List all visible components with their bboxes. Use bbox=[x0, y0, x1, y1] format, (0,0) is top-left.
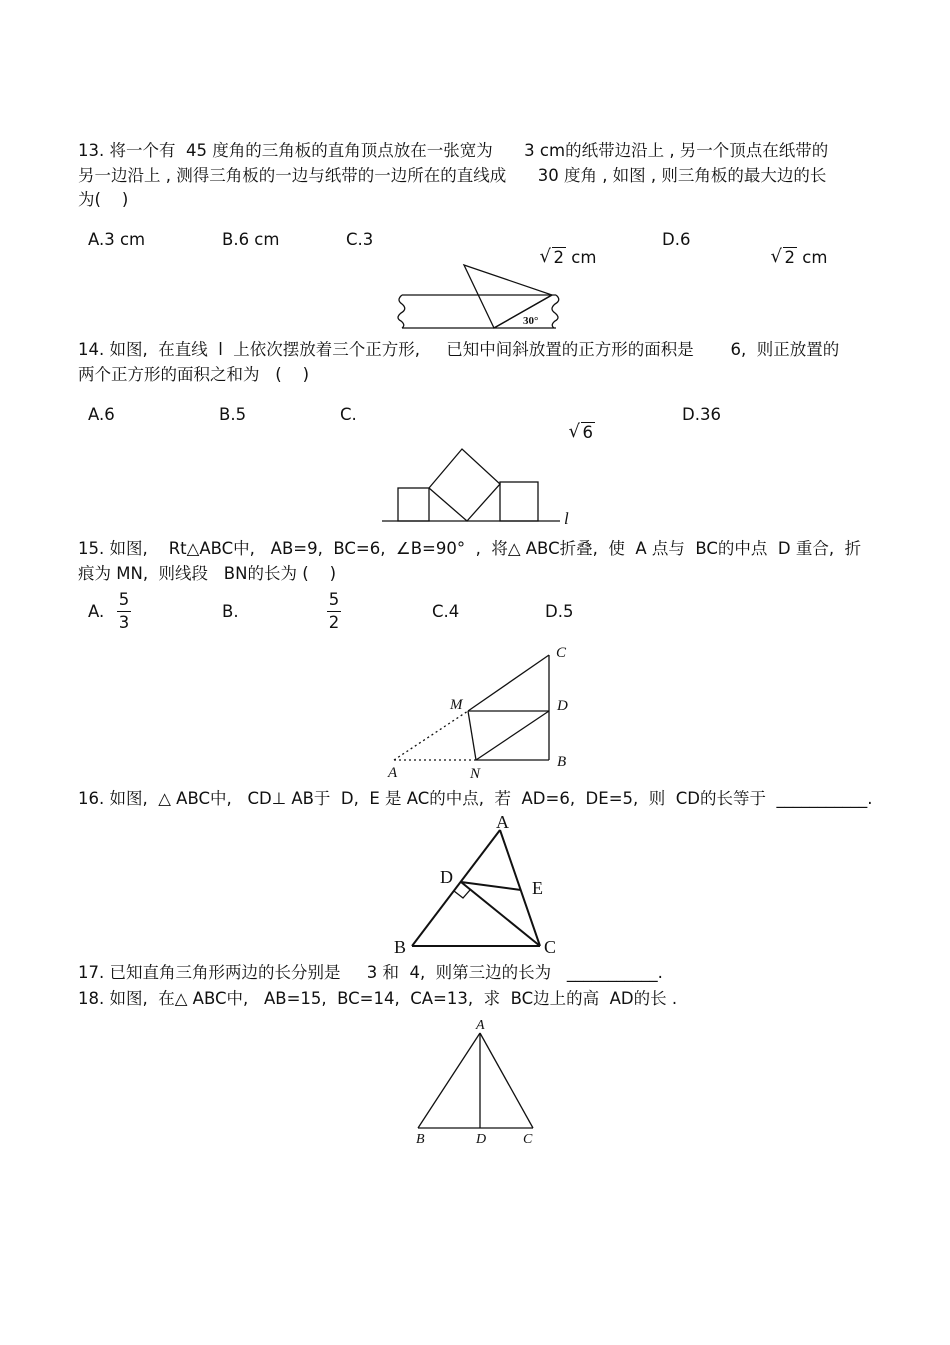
q16-line-1: 16. 如图, △ ABC中, CD⊥ AB于 D, E 是 AC的中点, 若 AD=6, DE=5, 则 CD的长等于 ___________. bbox=[78, 789, 873, 808]
label-C: C bbox=[556, 645, 567, 661]
label-D: D bbox=[476, 1132, 487, 1147]
q14-line-1: 14. 如图, 在直线 l 上依次摆放着三个正方形, 已知中间斜放置的正方形的面积是 6, 则正放置的 bbox=[78, 340, 840, 359]
q15-option-c: C.4 bbox=[432, 602, 460, 621]
right-square bbox=[500, 482, 538, 521]
q15-a-denominator: 3 bbox=[118, 613, 130, 632]
label-B: B bbox=[394, 937, 407, 957]
q13-option-d-sqrt bbox=[763, 229, 827, 267]
label-D: D bbox=[557, 698, 568, 714]
edge-AB bbox=[418, 1033, 480, 1128]
q13-option-c-unit: cm bbox=[566, 248, 597, 267]
q13-line-2: 另一边沿上 , 测得三角板的一边与纸带的一边所在的直线成 30 度角 , 如图 , 则三角板的最大边的长 bbox=[78, 166, 827, 185]
strip-left-wave bbox=[398, 295, 405, 328]
label-A: A bbox=[388, 765, 398, 781]
q15-option-d: D.5 bbox=[545, 602, 574, 621]
q13-figure bbox=[392, 262, 572, 332]
label-C: C bbox=[544, 937, 557, 957]
dashed-AM bbox=[394, 711, 468, 760]
q15-option-a: A. bbox=[88, 602, 105, 621]
q15-option-b-fraction bbox=[324, 590, 344, 633]
label-N: N bbox=[470, 766, 481, 782]
q13-option-a: A.3 cm bbox=[88, 230, 146, 249]
label-E: E bbox=[532, 878, 543, 898]
q14-option-a: A.6 bbox=[88, 405, 115, 424]
right-angle-mark bbox=[454, 890, 470, 898]
q14-option-b: B.5 bbox=[219, 405, 247, 424]
label-D: D bbox=[440, 867, 453, 887]
q13-option-d: D.6 bbox=[662, 230, 691, 249]
q14-line-label: l bbox=[564, 509, 569, 528]
q14-option-c-radicand: 6 bbox=[582, 423, 593, 442]
label-B: B bbox=[416, 1132, 425, 1147]
strip-right-wave bbox=[552, 295, 559, 328]
q15-line-1: 15. 如图, Rt△ABC中, AB=9, BC=6, ∠B=90° , 将△ ABC折叠, 使 A 点与 BC的中点 D 重合, 折 bbox=[78, 539, 862, 558]
q13-line-3: 为( ) bbox=[78, 190, 129, 209]
q15-a-numerator: 5 bbox=[118, 590, 130, 609]
q14-option-c-sqrt bbox=[561, 404, 595, 442]
edge-MN bbox=[468, 711, 476, 760]
edge-MC bbox=[468, 655, 549, 711]
triangle-board bbox=[464, 265, 552, 328]
tilted-square bbox=[429, 449, 500, 521]
fraction-bar bbox=[117, 611, 131, 612]
q16-figure bbox=[388, 810, 568, 960]
q13-option-d-radicand: 2 bbox=[784, 248, 795, 267]
q13-option-b: B.6 cm bbox=[222, 230, 280, 249]
q14-figure bbox=[378, 442, 578, 528]
q15-option-b: B. bbox=[222, 602, 239, 621]
q15-b-numerator: 5 bbox=[328, 590, 340, 609]
q13-angle-label: 30° bbox=[523, 315, 539, 327]
label-B: B bbox=[557, 754, 567, 770]
q15-figure bbox=[380, 640, 580, 785]
left-square bbox=[398, 488, 429, 521]
q13-option-c-radicand: 2 bbox=[553, 248, 564, 267]
label-C: C bbox=[523, 1132, 533, 1147]
label-A: A bbox=[476, 1018, 485, 1033]
q15-option-a-fraction bbox=[114, 590, 134, 633]
q15-line-2: 痕为 MN, 则线段 BN的长为 ( ) bbox=[78, 564, 337, 583]
edge-AC bbox=[480, 1033, 533, 1128]
q18-figure bbox=[408, 1016, 548, 1150]
q13-option-d-unit: cm bbox=[797, 248, 828, 267]
label-A: A bbox=[496, 812, 509, 832]
q14-option-d: D.36 bbox=[682, 405, 721, 424]
q14-line-2: 两个正方形的面积之和为 ( ) bbox=[78, 365, 310, 384]
q13-option-c: C.3 bbox=[346, 230, 374, 249]
q14-option-c: C. bbox=[340, 405, 357, 424]
fraction-bar bbox=[327, 611, 341, 612]
q18-line-1: 18. 如图, 在△ ABC中, AB=15, BC=14, CA=13, 求 BC边上的高 AD的长 . bbox=[78, 989, 678, 1008]
edge-AB bbox=[412, 830, 500, 946]
label-M: M bbox=[450, 697, 463, 713]
q15-b-denominator: 2 bbox=[328, 613, 340, 632]
q17-line-1: 17. 已知直角三角形两边的长分别是 3 和 4, 则第三边的长为 ___________. bbox=[78, 963, 663, 982]
edge-ND bbox=[476, 711, 549, 760]
q13-line-1: 13. 将一个有 45 度角的三角板的直角顶点放在一张宽为 3 cm的纸带边沿上 , 另一个顶点在纸带的 bbox=[78, 141, 829, 160]
